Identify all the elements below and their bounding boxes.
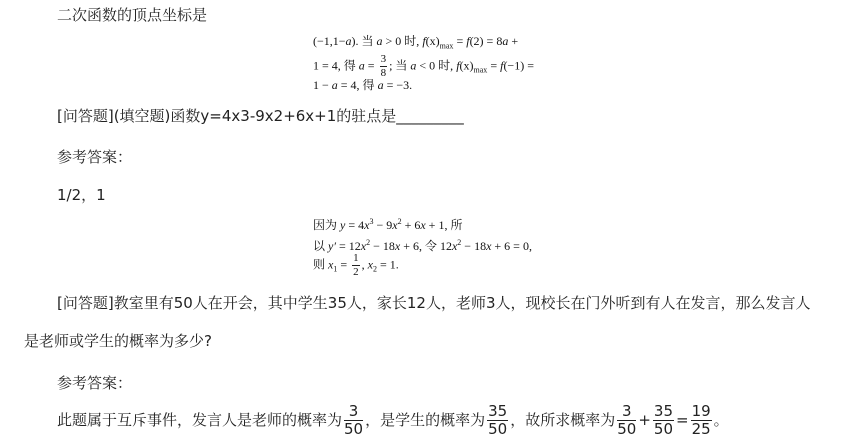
fraction-1-2: $\frac{1}{2}$ <box>353 252 359 278</box>
fraction-19-25: $\frac{19}{25}$ <box>691 402 711 438</box>
question-1-answer-label: 参考答案： <box>57 148 133 166</box>
vertex-math-line-1: (−1,1−a). 当 a > 0 时, $f(x)_{max} = f(2) = 8a$ + <box>313 34 519 51</box>
fraction-3-50-sum: $\frac{3}{50}$ <box>617 402 637 438</box>
fraction-35-50: $\frac{35}{50}$ <box>488 402 508 438</box>
vertex-math-line-3: 1 − a = 4, 得 a = −3. <box>313 78 413 92</box>
question-2-text-line-1: [问答题]教室里有50人在开会，其中学生35人，家长12人，老师3人，现校长在门外听到有人在发言，那么发言人 <box>57 294 811 312</box>
fraction-3-50: $\frac{3}{50}$ <box>344 402 364 438</box>
question-2-answer: 此题属于互斥事件，发言人是老师的概率为 $\frac{3}{50}$ ，是学生的概率为 $\frac{35}{50}$ ，故所求概率为 $\frac{3}{50}$ + $\frac{35}{50}$ = $\frac{19}{25}$ 。 <box>57 402 729 438</box>
vertex-intro-text: 二次函数的顶点坐标是 <box>57 6 208 24</box>
stationary-math-line-3: 则 $x_1$ = $\frac{1}{2}$ , $x_2 = 1$. <box>313 252 399 278</box>
vertex-math-line-2: 1 = 4, 得 a = $\frac{3}{8}$ ; 当 a < 0 时, $f(x)_{max} = f(-1)$ = <box>313 53 534 79</box>
question-2-answer-label: 参考答案： <box>57 374 133 392</box>
question-1-answer: 1/2，1 <box>57 186 106 204</box>
question-2-text-line-2: 是老师或学生的概率为多少? <box>24 332 212 350</box>
stationary-math-line-1: 因为 $y = 4x^3 - 9x^2 + 6x + 1$, 所 <box>313 217 463 232</box>
question-1-text: [问答题](填空题)函数y=4x3-9x2+6x+1的驻点是_________ <box>57 107 464 125</box>
fraction-3-8: $\frac{3}{8}$ <box>380 53 387 79</box>
fraction-35-50-sum: $\frac{35}{50}$ <box>653 402 673 438</box>
stationary-math-line-2: 以 $y' = 12x^2 - 18x + 6$, 令 $12x^2 - 18x + 6 = 0$, <box>313 238 532 253</box>
